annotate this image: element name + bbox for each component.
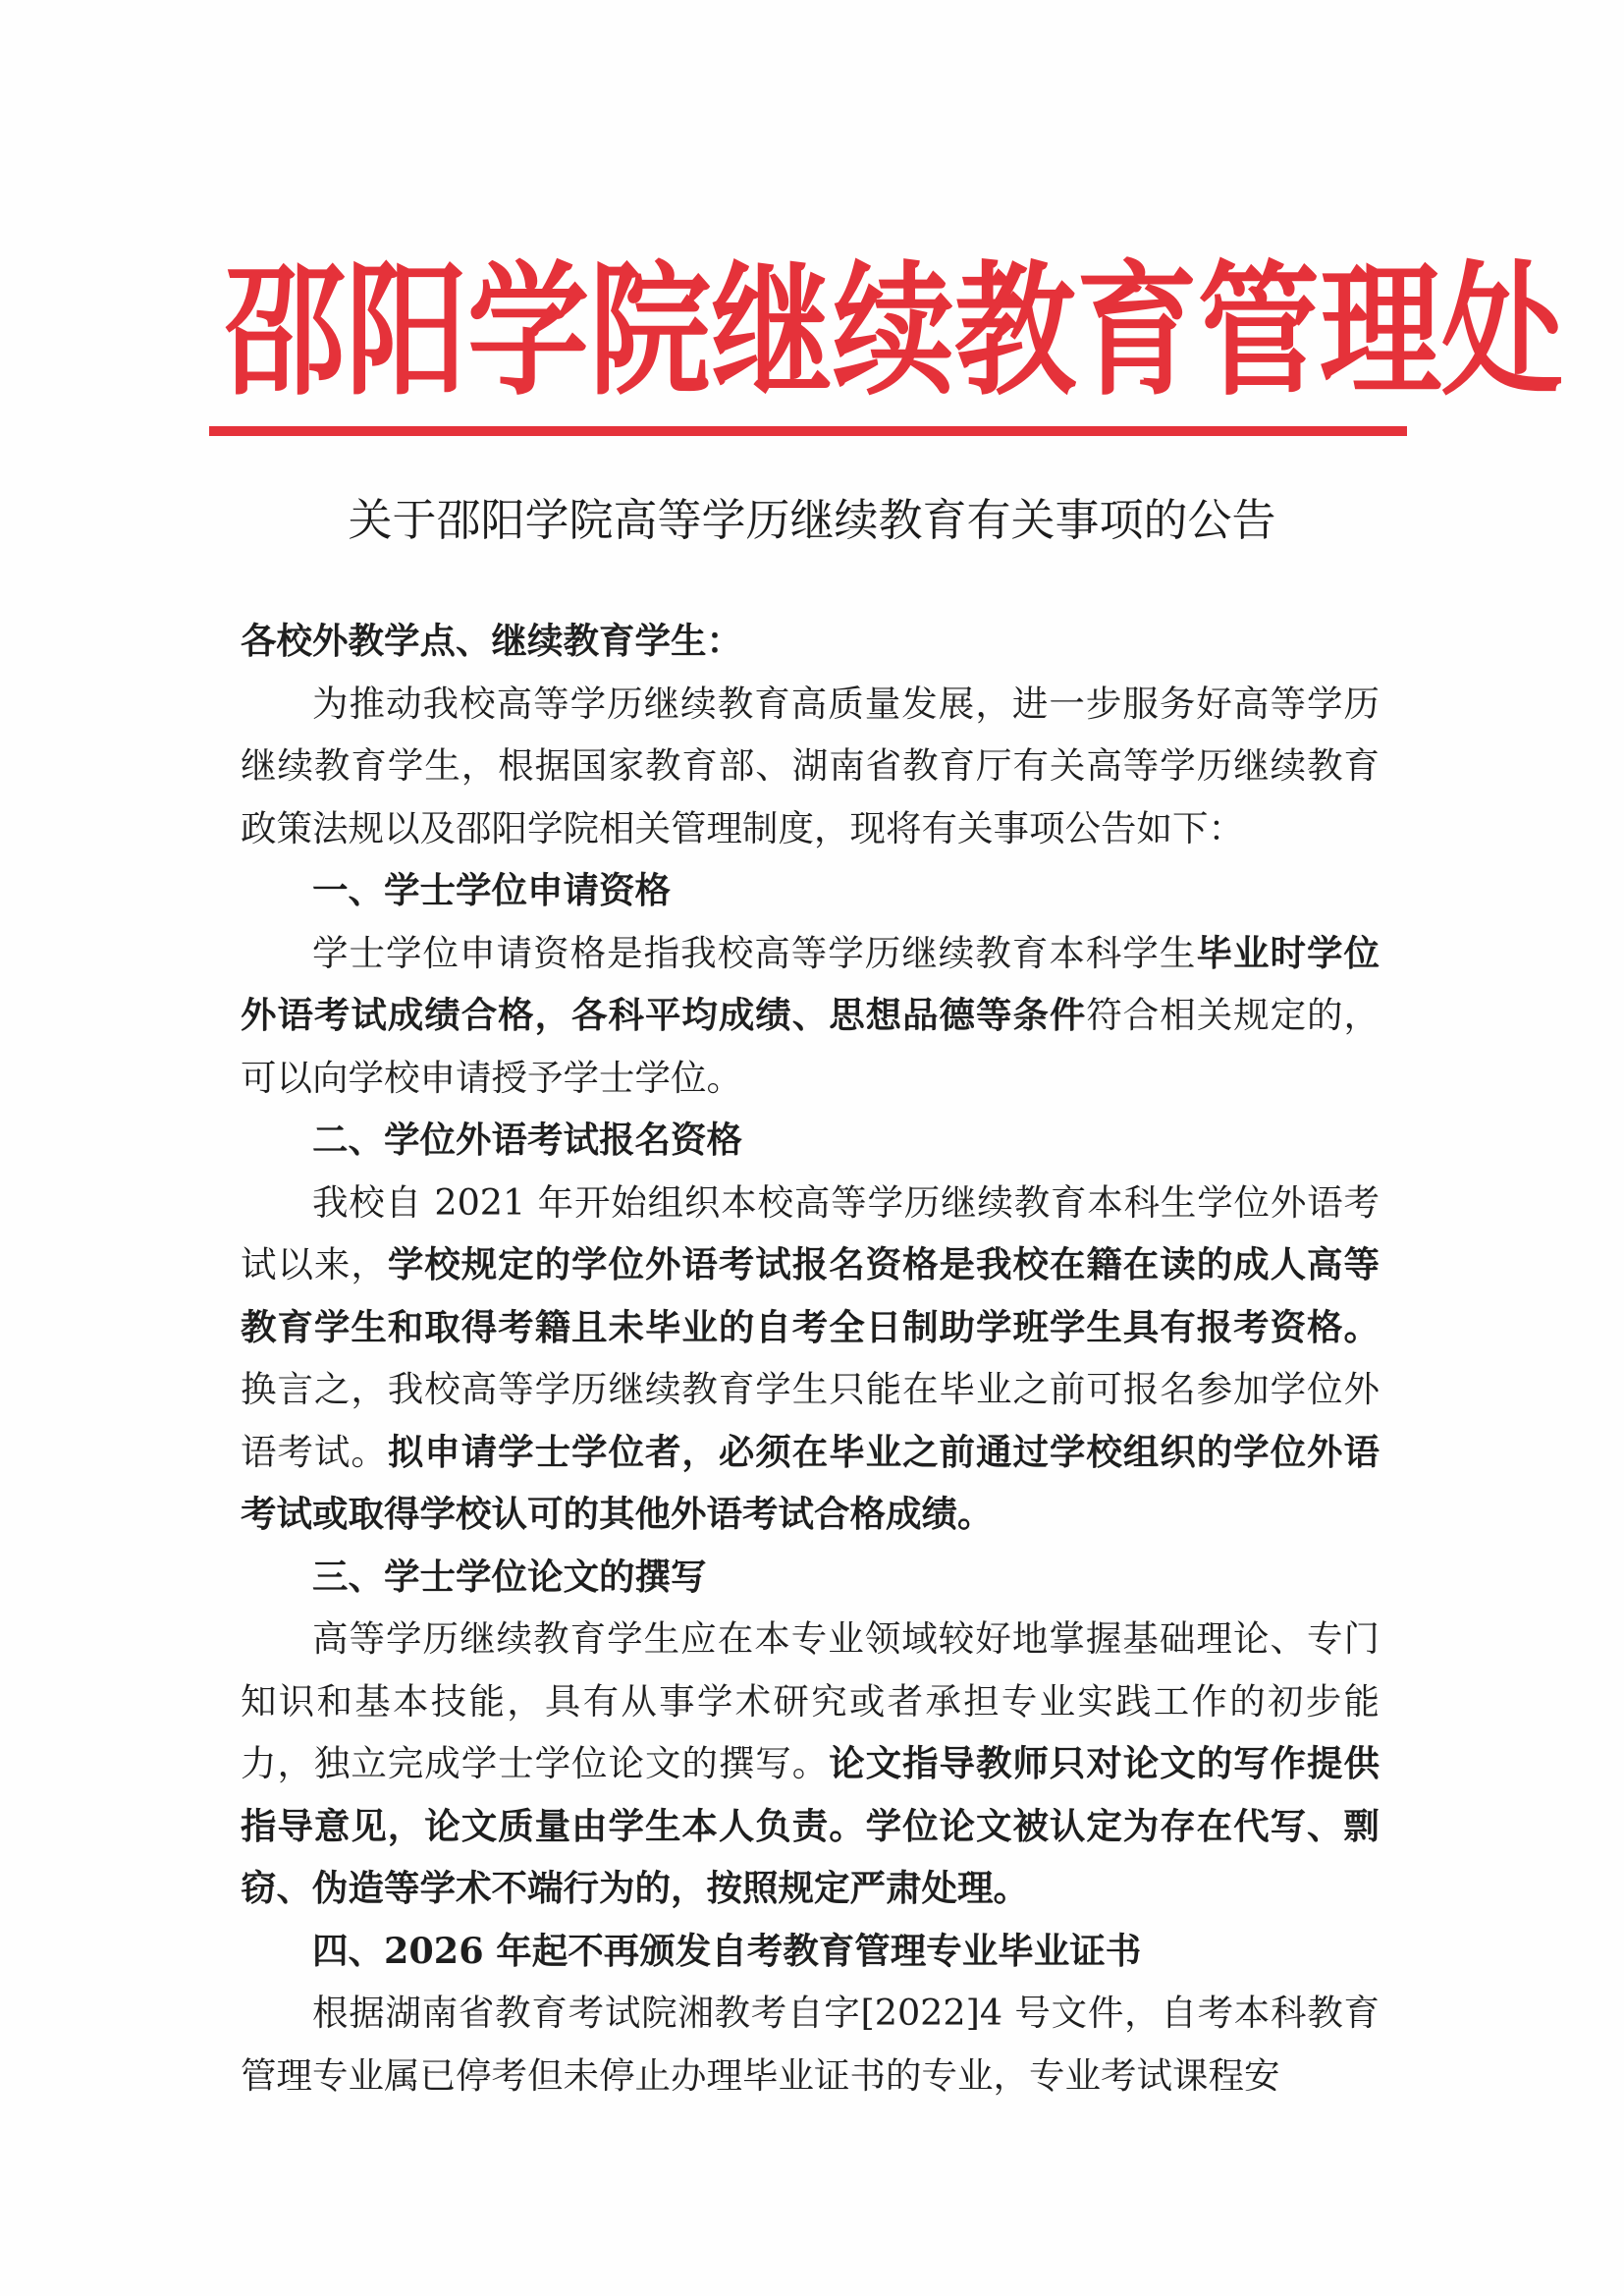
section-4-paragraph: 根据湖南省教育考试院湘教考自字[2022]4 号文件，自考本科教育管理专业属已停考但未停止办理毕业证书的专业，专业考试课程安	[241, 1992, 1380, 2097]
section-3-paragraph	[241, 1608, 1380, 1920]
section-2-paragraph	[241, 1172, 1380, 1546]
document-body	[241, 610, 1380, 2106]
section-1-heading: 一、学士学位申请资格	[312, 869, 671, 911]
section-1-bold-a: 毕业时学位外语考试成绩合格，各科平均成绩、思想品德等条件	[241, 931, 1380, 1036]
section-3-text-a: 高等学历继续教育学生应在本专业领域较好地掌握基础理论、专门知识和基本技能，具有从事学术研究或者承担专业实践工作的初步能力，独立完成学士学位论文的撰写。	[241, 1617, 1380, 1784]
salutation: 各校外教学点、继续教育学生：	[241, 620, 742, 662]
section-2-bold-b: 拟申请学士学位者，必须在毕业之前通过学校组织的学位外语考试或取得学校认可的其他外语考试合格成绩。	[241, 1430, 1380, 1535]
section-3-bold-a: 论文指导教师只对论文的写作提供指导意见，论文质量由学生本人负责。学位论文被认定为存在代写、剽窃、伪造等学术不端行为的，按照规定严肃处理。	[241, 1742, 1380, 1909]
section-1-text-a: 学士学位申请资格是指我校高等学历继续教育本科学生	[312, 931, 1197, 974]
section-2-heading: 二、学位外语考试报名资格	[312, 1119, 742, 1161]
intro-paragraph: 为推动我校高等学历继续教育高质量发展，进一步服务好高等学历继续教育学生，根据国家教育部、湖南省教育厅有关高等学历继续教育政策法规以及邵阳学院相关管理制度，现将有关事项公告如下：	[241, 682, 1380, 849]
section-1-paragraph	[241, 922, 1380, 1110]
document-title: 关于邵阳学院高等学历继续教育有关事项的公告	[348, 494, 1276, 546]
section-3-heading: 三、学士学位论文的撰写	[312, 1555, 707, 1598]
letterhead-org-name: 邵阳学院继续教育管理处	[224, 247, 1564, 416]
section-2-text-a: 我校自 2021 年开始组织本校高等学历继续教育本科生学位外语考试以来，	[241, 1180, 1380, 1285]
letterhead-red-rule	[209, 426, 1407, 436]
section-1-text-b: 符合相关规定的，可以向学校申请授予学士学位。	[241, 994, 1380, 1099]
section-2-text-b: 换言之，我校高等学历继续教育学生只能在毕业之前可报名参加学位外语考试。	[241, 1368, 1380, 1473]
section-2-bold-a: 学校规定的学位外语考试报名资格是我校在籍在读的成人高等教育学生和取得考籍且未毕业的自考全日制助学班学生具有报考资格。	[241, 1243, 1380, 1348]
section-4-heading: 四、2026 年起不再颁发自考教育管理专业毕业证书	[312, 1929, 1142, 1972]
